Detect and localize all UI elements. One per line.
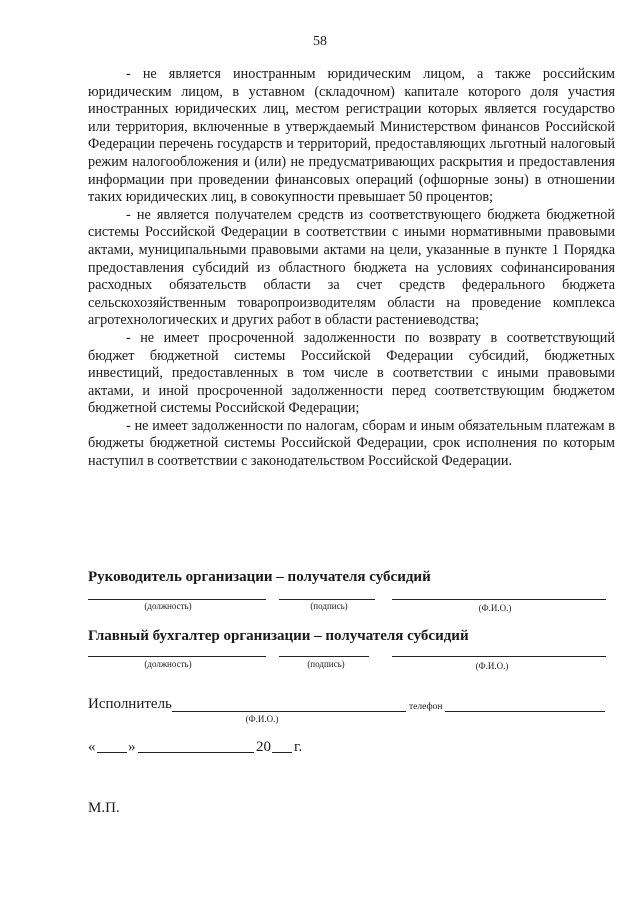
paragraph-2: - не является получателем средств из соответствующего бюджета бюджетной системы Российской Федерации в соответствии с иными нормативными правовыми актами, муниципальными правовыми актами на цели, указанные в пункте 1 Порядка предоставления субсидий из областного бюджета на условиях софинансирования расходных обязательств области за счет средств федерального бюджета сельскохозяйственным товаропроизводителям области на проведение комплекса агротехнологических и других работ в области растениеводства; xyxy=(88,206,615,329)
executor-label: Исполнитель xyxy=(88,696,172,712)
head-name-caption: (Ф.И.О.) xyxy=(478,603,512,613)
head-position-line[interactable] xyxy=(88,599,266,600)
date-year-line[interactable] xyxy=(272,752,292,753)
head-position-caption: (должность) xyxy=(144,601,192,611)
date-day-line[interactable] xyxy=(97,752,127,753)
head-name-line[interactable] xyxy=(392,599,606,600)
phone-line[interactable] xyxy=(445,711,605,712)
date-close-quote: » xyxy=(128,739,136,755)
head-signature-title: Руководитель организации – получателя субсидий xyxy=(88,569,431,585)
accountant-signature-caption: (подпись) xyxy=(307,659,345,669)
accountant-name-caption: (Ф.И.О.) xyxy=(475,661,509,671)
accountant-signature-title: Главный бухгалтер организации – получателя субсидий xyxy=(88,628,469,644)
accountant-position-caption: (должность) xyxy=(144,659,192,669)
head-signature-caption: (подпись) xyxy=(310,601,348,611)
paragraph-4: - не имеет задолженности по налогам, сборам и иным обязательным платежам в бюджеты бюджетной системы Российской Федерации, срок исполнения по которым наступил в соответствии с законодательством Российской Федерации. xyxy=(88,417,615,470)
accountant-name-line[interactable] xyxy=(392,656,606,657)
accountant-signature-line[interactable] xyxy=(279,656,369,657)
date-open-quote: « xyxy=(88,739,96,755)
paragraph-1: - не является иностранным юридическим лицом, а также российским юридическим лицом, в уставном (складочном) капитале которого доля участия иностранных юридических лиц, местом регистрации которых является государство или территория, включенные в утверждаемый Министерством финансов Российской Федерации перечень государств и территорий, предоставляющих льготный налоговый режим налогообложения и (или) не предусматривающих раскрытия и предоставления информации при проведении финансовых операций (офшорные зоны) в отношении таких юридических лиц, в совокупности превышает 50 процентов; xyxy=(88,66,615,206)
paragraph-3: - не имеет просроченной задолженности по возврату в соответствующий бюджет бюджетной системы Российской Федерации субсидий, бюджетных инвестиций, предоставленных в том числе в соответствии с иными правовыми актами, и иной просроченной задолженности перед соответствующим бюджетом бюджетной системы Российской Федерации; xyxy=(88,329,615,417)
executor-name-caption: (Ф.И.О.) xyxy=(245,714,279,724)
date-month-line[interactable] xyxy=(138,752,254,753)
phone-label: телефон xyxy=(409,702,443,712)
head-signature-line[interactable] xyxy=(279,599,375,600)
document-body xyxy=(88,66,615,471)
date-year-suffix: г. xyxy=(294,739,303,755)
accountant-position-line[interactable] xyxy=(88,656,266,657)
date-year-prefix: 20 xyxy=(256,739,271,755)
page-number: 58 xyxy=(313,34,327,49)
stamp-place: М.П. xyxy=(88,800,120,816)
executor-name-line[interactable] xyxy=(172,711,406,712)
